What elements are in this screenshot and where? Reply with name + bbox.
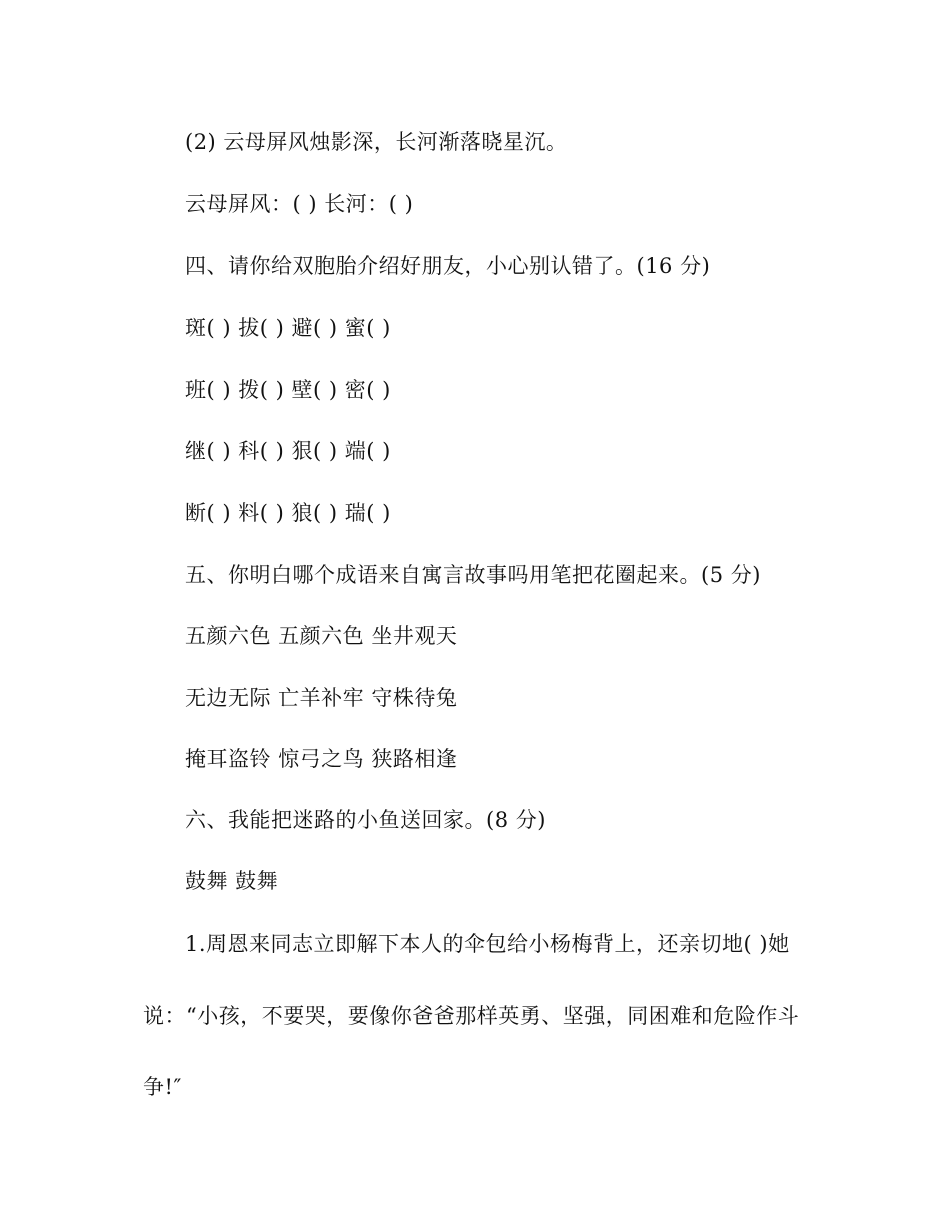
word-options: 鼓舞 鼓舞 — [185, 869, 279, 893]
character-row-4: 断( ) 料( ) 狼( ) 瑞( ) — [185, 501, 391, 525]
question-one-line-3: 争!″ — [143, 1075, 182, 1099]
poem-line-2: (2) 云母屏风烛影深，长河渐落晓星沉。 — [185, 130, 568, 154]
idiom-row-1: 五颜六色 五颜六色 坐井观天 — [185, 624, 458, 648]
character-row-2: 班( ) 拨( ) 壁( ) 密( ) — [185, 378, 391, 402]
section-six-heading: 六、我能把迷路的小鱼送回家。(8 分) — [185, 808, 546, 832]
question-one-line-1: 1.周恩来同志立即解下本人的伞包给小杨梅背上，还亲切地( )她 — [185, 932, 790, 956]
idiom-row-2: 无边无际 亡羊补牢 守株待兔 — [185, 686, 458, 710]
section-four-heading: 四、请你给双胞胎介绍好朋友，小心别认错了。(16 分) — [185, 254, 711, 278]
section-five-heading: 五、你明白哪个成语来自寓言故事吗用笔把花圈起来。(5 分) — [185, 563, 761, 587]
idiom-row-3: 掩耳盗铃 惊弓之鸟 狭路相逢 — [185, 747, 458, 771]
question-one-line-2: 说：“小孩，不要哭，要像你爸爸那样英勇、坚强，同困难和危险作斗 — [143, 1004, 800, 1028]
poem-question-blanks: 云母屏风：( ) 长河：( ) — [185, 192, 414, 216]
character-row-1: 斑( ) 拔( ) 避( ) 蜜( ) — [185, 316, 391, 340]
character-row-3: 继( ) 科( ) 狠( ) 端( ) — [185, 439, 391, 463]
